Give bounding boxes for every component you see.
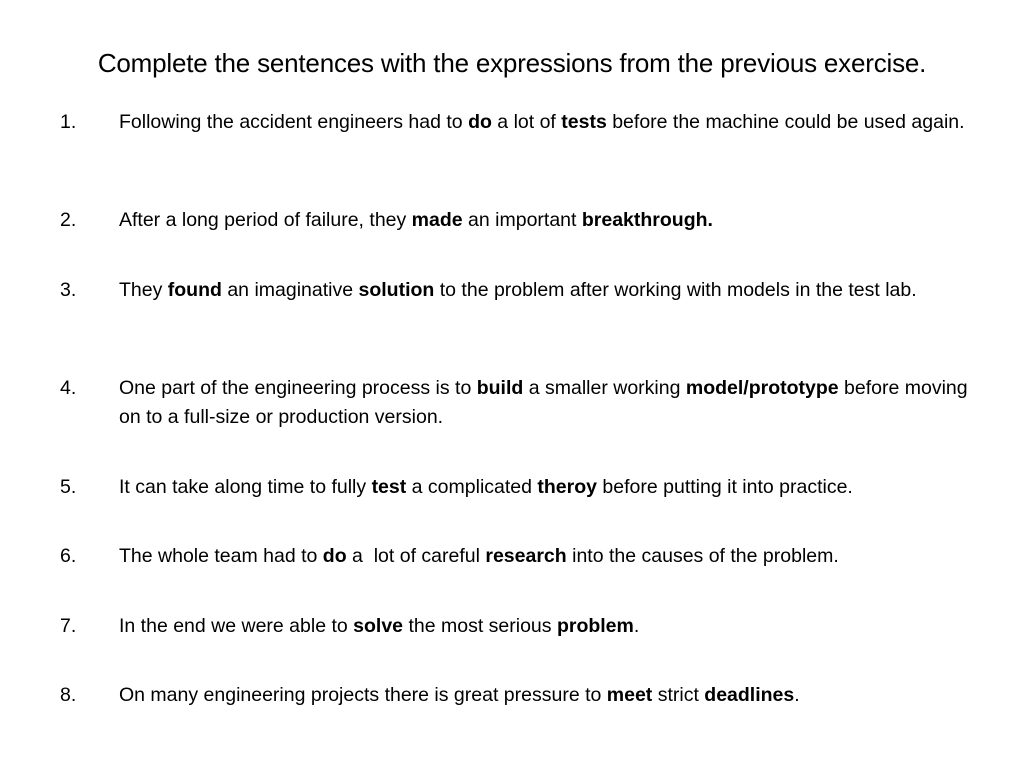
sentence-text — [119, 681, 979, 710]
answer-keyword: model/prototype — [685, 377, 839, 399]
answer-keyword: meet — [606, 684, 653, 706]
sentence-number: 6. — [60, 545, 77, 567]
sentence-fragment: before putting it into practice. — [597, 476, 853, 498]
sentence-number: 8. — [60, 684, 77, 706]
slide-title: Complete the sentences with the expressions from the previous exercise. — [97, 48, 927, 78]
answer-keyword: problem — [556, 615, 634, 637]
sentence-fragment: After a long period of failure, they — [119, 209, 412, 231]
answer-keyword: test — [371, 476, 407, 498]
sentence-fragment: They — [119, 279, 168, 301]
sentence-fragment: an imaginative — [221, 279, 359, 301]
sentence-number: 4. — [60, 377, 77, 399]
sentence-fragment: . — [794, 684, 800, 706]
sentence-fragment: a smaller working — [523, 377, 686, 399]
sentence-fragment: In the end we were able to — [119, 615, 354, 637]
sentence-fragment: to the problem after working with models in the test lab. — [434, 279, 917, 301]
answer-keyword: do — [468, 111, 492, 133]
sentence-fragment: the most serious — [403, 615, 557, 637]
answer-keyword: found — [167, 279, 222, 301]
sentence-number: 7. — [60, 615, 77, 637]
sentence-fragment: before the machine could be used again. — [606, 111, 965, 133]
sentence-number: 5. — [60, 476, 77, 498]
sentence-text — [119, 206, 979, 235]
sentence-text — [119, 108, 979, 137]
sentence-text — [119, 473, 979, 502]
answer-keyword: solve — [353, 615, 404, 637]
sentence-fragment: a lot of careful — [346, 545, 486, 567]
sentence-fragment: The whole team had to — [119, 545, 323, 567]
answer-keyword: do — [322, 545, 347, 567]
sentence-fragment: an important — [462, 209, 582, 231]
sentence-text — [119, 612, 979, 641]
sentence-fragment: into the causes of the problem. — [566, 545, 839, 567]
sentence-number: 1. — [60, 111, 77, 133]
sentence-fragment: a complicated — [406, 476, 538, 498]
sentence-text — [119, 542, 979, 571]
sentence-fragment: a lot of — [491, 111, 562, 133]
sentence-fragment: . — [633, 615, 640, 637]
sentence-text — [119, 374, 979, 432]
answer-keyword: breakthrough. — [581, 209, 713, 231]
answer-keyword: solution — [358, 279, 435, 301]
answer-keyword: tests — [561, 111, 607, 133]
sentence-number: 3. — [60, 279, 77, 301]
sentence-fragment: One part of the engineering process is to — [119, 377, 477, 399]
answer-keyword: build — [476, 377, 524, 399]
answer-keyword: research — [485, 545, 567, 567]
sentence-fragment: before moving on to a full-size or production version. — [119, 377, 974, 428]
sentence-fragment: strict — [652, 684, 705, 706]
sentence-text — [119, 276, 979, 305]
sentence-fragment: On many engineering projects there is great pressure to — [119, 684, 607, 706]
answer-keyword: theroy — [537, 476, 598, 498]
sentence-number: 2. — [60, 209, 77, 231]
sentence-fragment: Following the accident engineers had to — [119, 111, 469, 133]
answer-keyword: made — [411, 209, 463, 231]
sentence-fragment: It can take along time to fully — [119, 476, 372, 498]
answer-keyword: deadlines — [704, 684, 795, 706]
